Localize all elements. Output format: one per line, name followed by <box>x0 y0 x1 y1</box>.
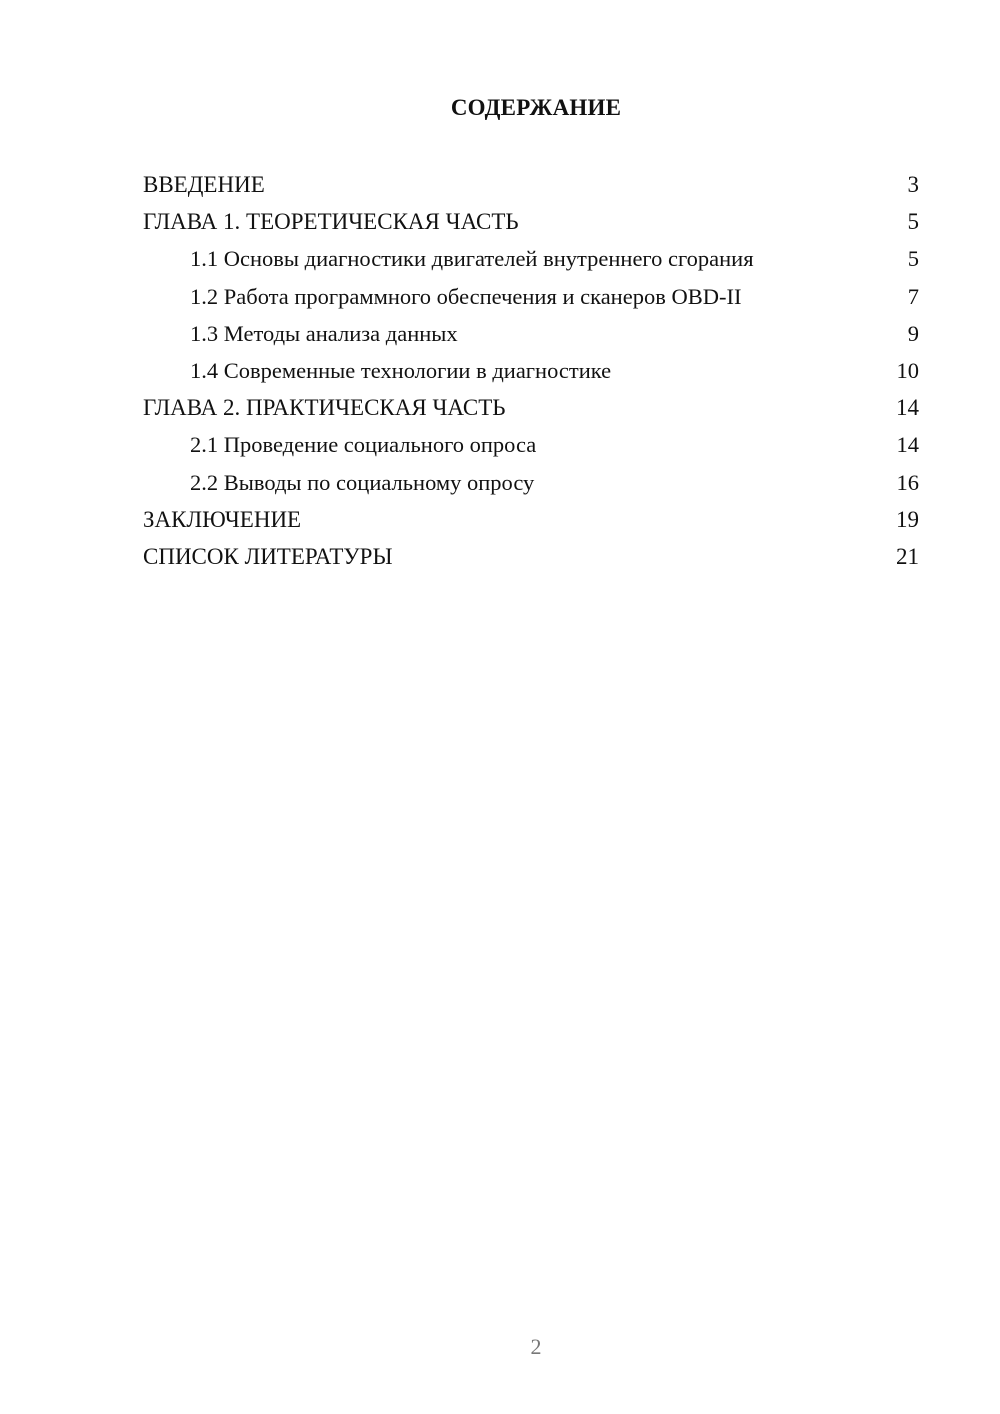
table-of-contents <box>143 166 919 575</box>
toc-entry-section-1-1 <box>143 240 919 277</box>
toc-entry-page: 5 <box>907 209 919 235</box>
toc-entry-page: 16 <box>896 469 919 495</box>
toc-entry-label: 2.2 Выводы по социальному опросу <box>190 469 535 495</box>
toc-entry-label: ГЛАВА 2. ПРАКТИЧЕСКАЯ ЧАСТЬ <box>143 395 506 421</box>
toc-entry-label: 2.1 Проведение социального опроса <box>190 432 537 458</box>
toc-entry-bibliography <box>143 538 919 575</box>
toc-entry-label: 1.3 Методы анализа данных <box>190 320 458 346</box>
toc-entry-page: 10 <box>896 357 919 383</box>
toc-entry-label: ВВЕДЕНИЕ <box>143 172 265 197</box>
toc-entry-section-1-2 <box>143 278 919 315</box>
toc-entry-page: 14 <box>896 432 919 458</box>
toc-entry-label: 1.4 Современные технологии в диагностике <box>190 357 612 383</box>
toc-entry-chapter-2 <box>143 389 919 426</box>
toc-entry-label: 1.2 Работа программного обеспечения и сканеров OBD-II <box>190 283 742 309</box>
toc-entry-page: 5 <box>907 246 919 272</box>
toc-entry-chapter-1 <box>143 203 919 240</box>
toc-entry-label: ГЛАВА 1. ТЕОРЕТИЧЕСКАЯ ЧАСТЬ <box>143 209 519 235</box>
toc-entry-page: 7 <box>907 283 919 309</box>
toc-title: СОДЕРЖАНИЕ <box>450 95 622 120</box>
page-number: 2 <box>530 1334 542 1359</box>
toc-entry-conclusion <box>143 501 919 538</box>
toc-entry-section-1-4 <box>143 352 919 389</box>
toc-entry-section-2-1 <box>143 426 919 463</box>
toc-entry-page: 3 <box>907 172 919 197</box>
toc-entry-page: 14 <box>896 395 919 421</box>
toc-entry-label: 1.1 Основы диагностики двигателей внутреннего сгорания <box>190 246 754 272</box>
toc-entry-label: ЗАКЛЮЧЕНИЕ <box>143 506 302 532</box>
toc-entry-section-2-2 <box>143 464 919 501</box>
toc-entry-section-1-3 <box>143 315 919 352</box>
toc-entry-page: 19 <box>896 506 919 532</box>
toc-entry-page: 21 <box>896 543 919 569</box>
toc-entry-page: 9 <box>907 320 919 346</box>
toc-entry-label: СПИСОК ЛИТЕРАТУРЫ <box>143 543 393 569</box>
toc-entry-introduction <box>143 166 919 203</box>
